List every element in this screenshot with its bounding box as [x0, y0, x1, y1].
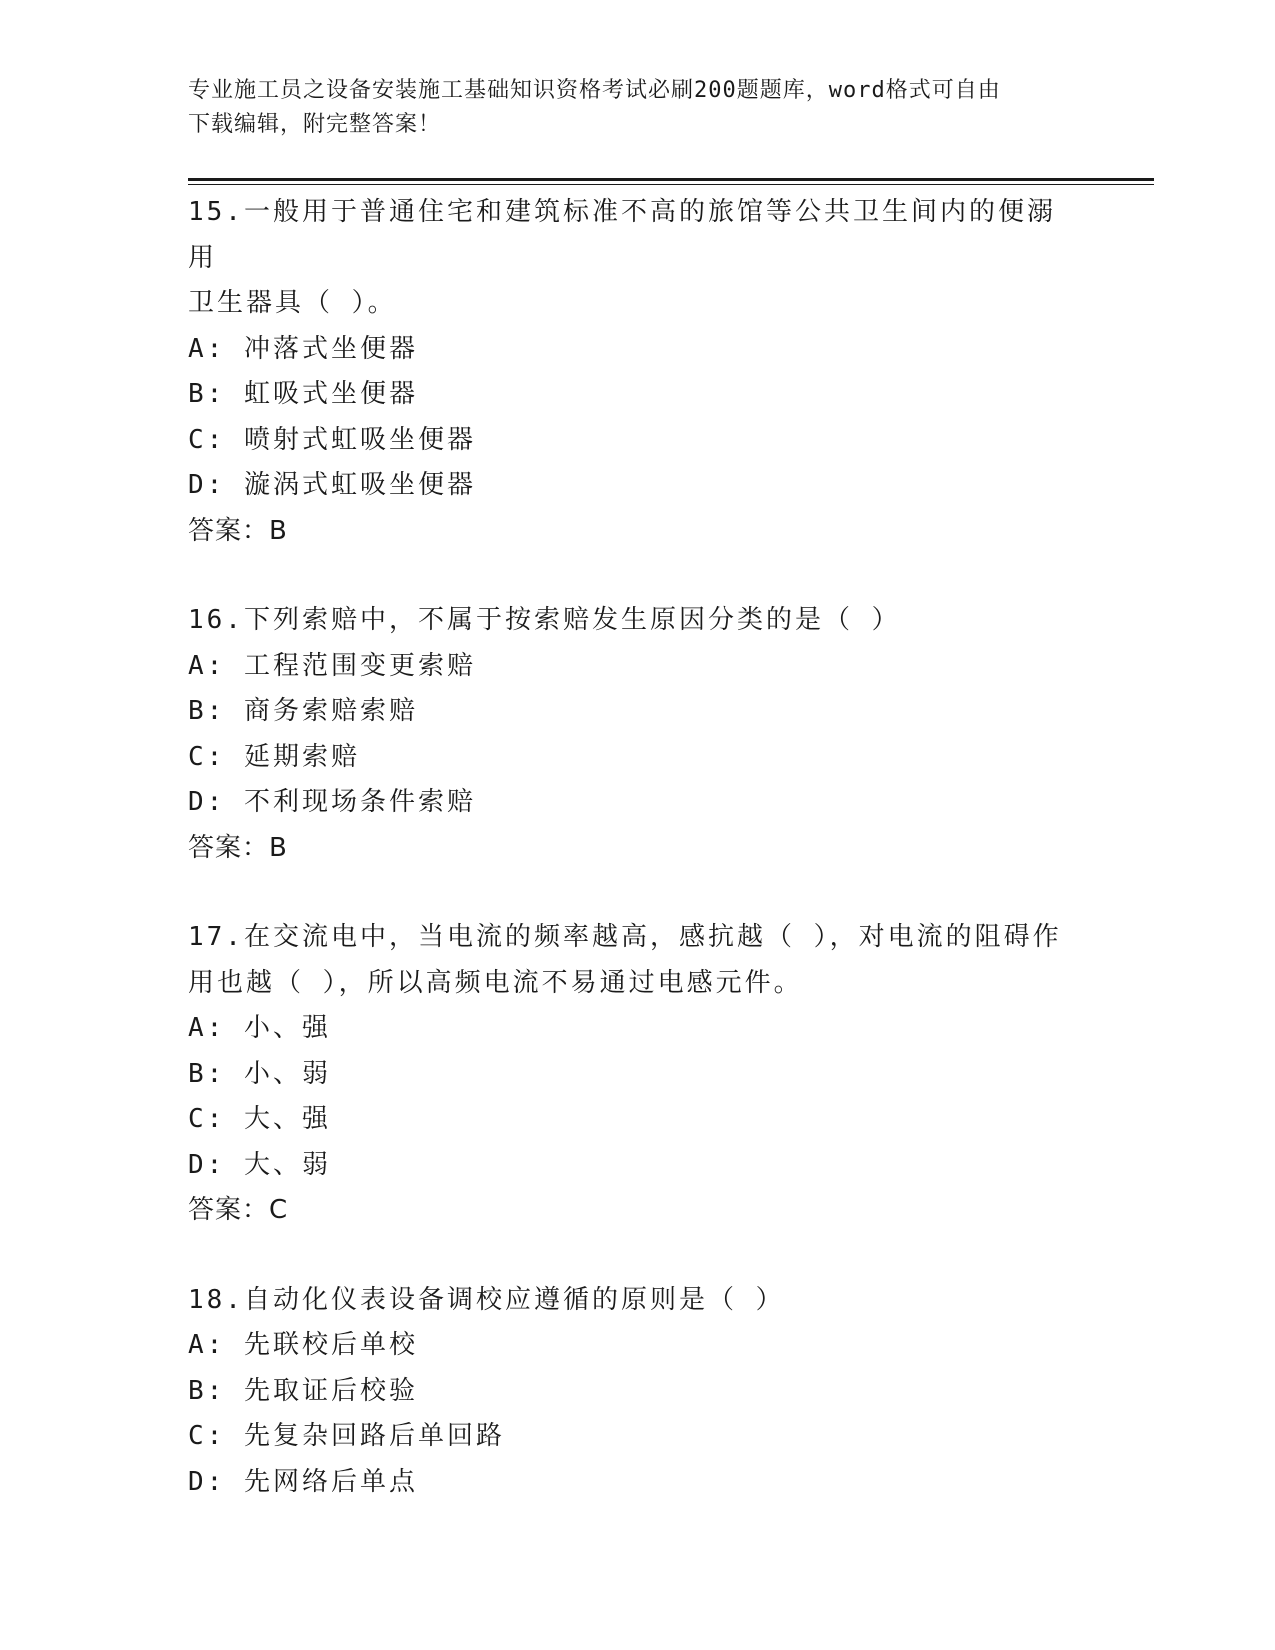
header-divider-thick: [188, 178, 1154, 181]
option-b: B: 商务索赔索赔: [188, 696, 418, 726]
option-c: C: 延期索赔: [188, 741, 360, 772]
question-18: [188, 1278, 1088, 1506]
option-d: D: 大、弱: [188, 1149, 331, 1180]
option-b: B: 小、弱: [188, 1058, 331, 1089]
question-spacer: [188, 871, 1088, 915]
question-17: [188, 915, 1088, 1234]
option-a: A: 工程范围变更索赔: [188, 650, 476, 681]
option-d: D: 不利现场条件索赔: [188, 787, 476, 817]
question-stem-continued: 卫生器具（ ）。: [188, 288, 397, 318]
question-stem: 16.下列索赔中，不属于按索赔发生原因分类的是（ ）: [188, 605, 901, 635]
option-a: A: 冲落式坐便器: [188, 333, 418, 364]
question-stem-continued: 用也越（ ），所以高频电流不易通过电感元件。: [188, 967, 803, 998]
question-stem: 15.一般用于普通住宅和建筑标准不高的旅馆等公共卫生间内的便溺用: [188, 197, 1056, 273]
question-stem: 17.在交流电中，当电流的频率越高，感抗越（ ），对电流的阻碍作: [188, 922, 1062, 952]
document-header: [188, 74, 1068, 142]
question-spacer: [188, 554, 1088, 598]
answer-line: 答案：C: [188, 1195, 289, 1225]
option-d: D: 漩涡式虹吸坐便器: [188, 470, 476, 500]
answer-line: 答案：B: [188, 515, 288, 546]
option-c: C: 大、强: [188, 1104, 331, 1134]
header-line-2: 下载编辑，附完整答案！: [188, 112, 442, 137]
option-d: D: 先网络后单点: [188, 1466, 418, 1497]
question-stem: 18.自动化仪表设备调校应遵循的原则是（ ）: [188, 1284, 785, 1315]
question-list: [188, 190, 1088, 1505]
question-spacer: [188, 1234, 1088, 1278]
question-16: [188, 598, 1088, 871]
option-c: C: 喷射式虹吸坐便器: [188, 424, 476, 455]
option-a: A: 小、强: [188, 1013, 331, 1043]
option-b: B: 虹吸式坐便器: [188, 379, 418, 409]
option-b: B: 先取证后校验: [188, 1375, 418, 1406]
answer-line: 答案：B: [188, 832, 288, 863]
question-15: [188, 190, 1088, 554]
option-a: A: 先联校后单校: [188, 1330, 418, 1360]
header-divider-thin: [188, 184, 1154, 185]
header-line-1: 专业施工员之设备安装施工基础知识资格考试必刷200题题库，word格式可自由: [188, 78, 1001, 103]
option-c: C: 先复杂回路后单回路: [188, 1421, 505, 1451]
